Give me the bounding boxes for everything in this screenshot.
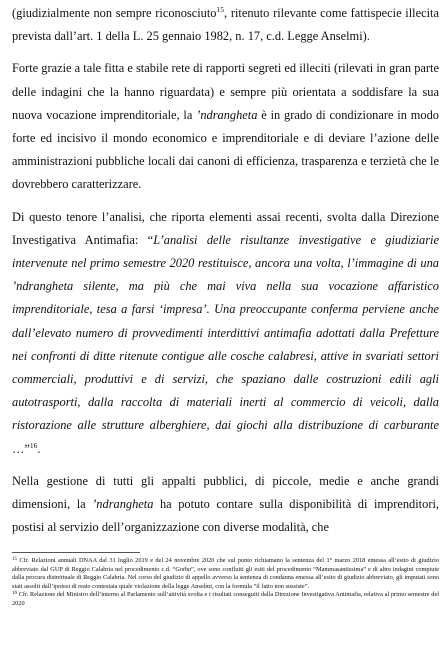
paragraph-4 [12,470,439,540]
footnote-16-text: Cfr. Relazione del Ministro dell’interno al Parlamento sull’attività svolta e i risultati conseguiti dalla Direzione Investigativa Antimafia, relativa al primo semestre del 2020 [12,591,439,607]
paragraph-4-text-b: ha potuto contare sulla disponibilità di imprenditori, postisi al servizio dell’organizzazione con diverse modalità, che [12,497,439,535]
footnote-16-number: 16 [12,591,17,597]
footnote-15-text-b: ”, ove sono confluiti gli esiti del procedimento “Mammasantissima” e di altre indagini compiute dalla procura distrettuale di Reggio Calabria. Nel corso del giudizio di appello avverso la sentenza di condanna emessa all’esito di giudizio abbreviato, gli imputati sono stati assolti dall’ipotesi di reato contestata quale violazione della legge Anselmi, con la formula “il fatto non sussiste”. [12,565,440,590]
footnote-15-emphasis: Gotha [175,565,192,573]
footnote-16 [12,591,439,608]
paragraph-2 [12,57,439,196]
paragraph-3-text-a: Di questo tenore l’analisi, che riporta elementi assai recenti, svolta dalla Direzione Investigativa Antimafia: “ [12,209,439,247]
paragraph-2-emphasis: ’ndrangheta [196,107,258,122]
paragraph-3-quote: L’analisi delle risultanze investigative e giudiziarie intervenute nel primo semestre 2020 restituisce, ancora una volta, l’immagine di una ’ndrangheta silente, ma più che mai viva nella sua vocazione affaristico imprenditoriale, tesa a farsi ‘impresa’. Una preoccupante conferma perviene anche dall’elevato numero di provvedimenti interdittivi antimafia adottati dalla Prefetture nei confronti di ditte ritenute contigue alle cosche calabresi, attive in svariati settori commerciali, produttivi e di servizi, che spaziano dalle costruzioni edili agli autotrasporti, dalla raccolta di materiali inerti al commercio di veicoli, dalla ristorazione alle strutture alberghiere, dai giochi alla distribuzione di carburante [12,232,439,433]
paragraph-3-text-b: …” [12,441,30,456]
paragraph-3 [12,206,439,461]
footnote-15-text-a: Cfr. Relazioni annuali DNAA dal 31 luglio 2019 e del 24 novembre 2020 che sul punto richiamano la sentenza del 1° marzo 2018 emessa all’esito di giudizio abbreviato dal GUP di Reggio Calabria nel procedimento c.d. “ [12,557,439,573]
paragraph-2-text-a: Forte grazie a tale fitta e stabile rete di rapporti segreti ed illeciti (rilevati in gran parte delle indagini che la hanno riguardata) e sempre più orientata a soddisfare la sua nuova vocazione imprenditoriale, la [12,61,439,122]
footnote-ref-15[interactable]: 15 [216,5,225,14]
paragraph-1 [12,2,439,48]
paragraph-4-text-a: Nella gestione di tutti gli appalti pubblici, di piccole, medie e anche grandi dimensioni, la [12,473,439,512]
paragraph-1-text-b: , ritenuto rilevante come fattispecie illecita prevista dall’art. 1 della L. 25 gennaio 1982, n. 17, c.d. Legge Anselmi). [12,6,439,44]
footnote-separator [12,552,140,553]
paragraph-4-emphasis: ’ndrangheta [92,497,154,512]
footnote-ref-16[interactable]: 16 [29,440,38,450]
paragraph-2-text-b: è in grado di condizionare in modo forte ed incisivo il mondo economico e imprenditoriale e di deviare l’azione delle amministrazioni pubbliche locali dai canoni di efficienza, trasparenza e terzietà che le dovrebbero caratterizzare. [12,107,439,192]
paragraph-3-text-c: . [37,441,41,456]
paragraph-1-text-a: (giudizialmente non sempre riconosciuto [12,6,217,20]
footnote-15-number: 15 [12,557,17,563]
footnote-15 [12,557,439,591]
